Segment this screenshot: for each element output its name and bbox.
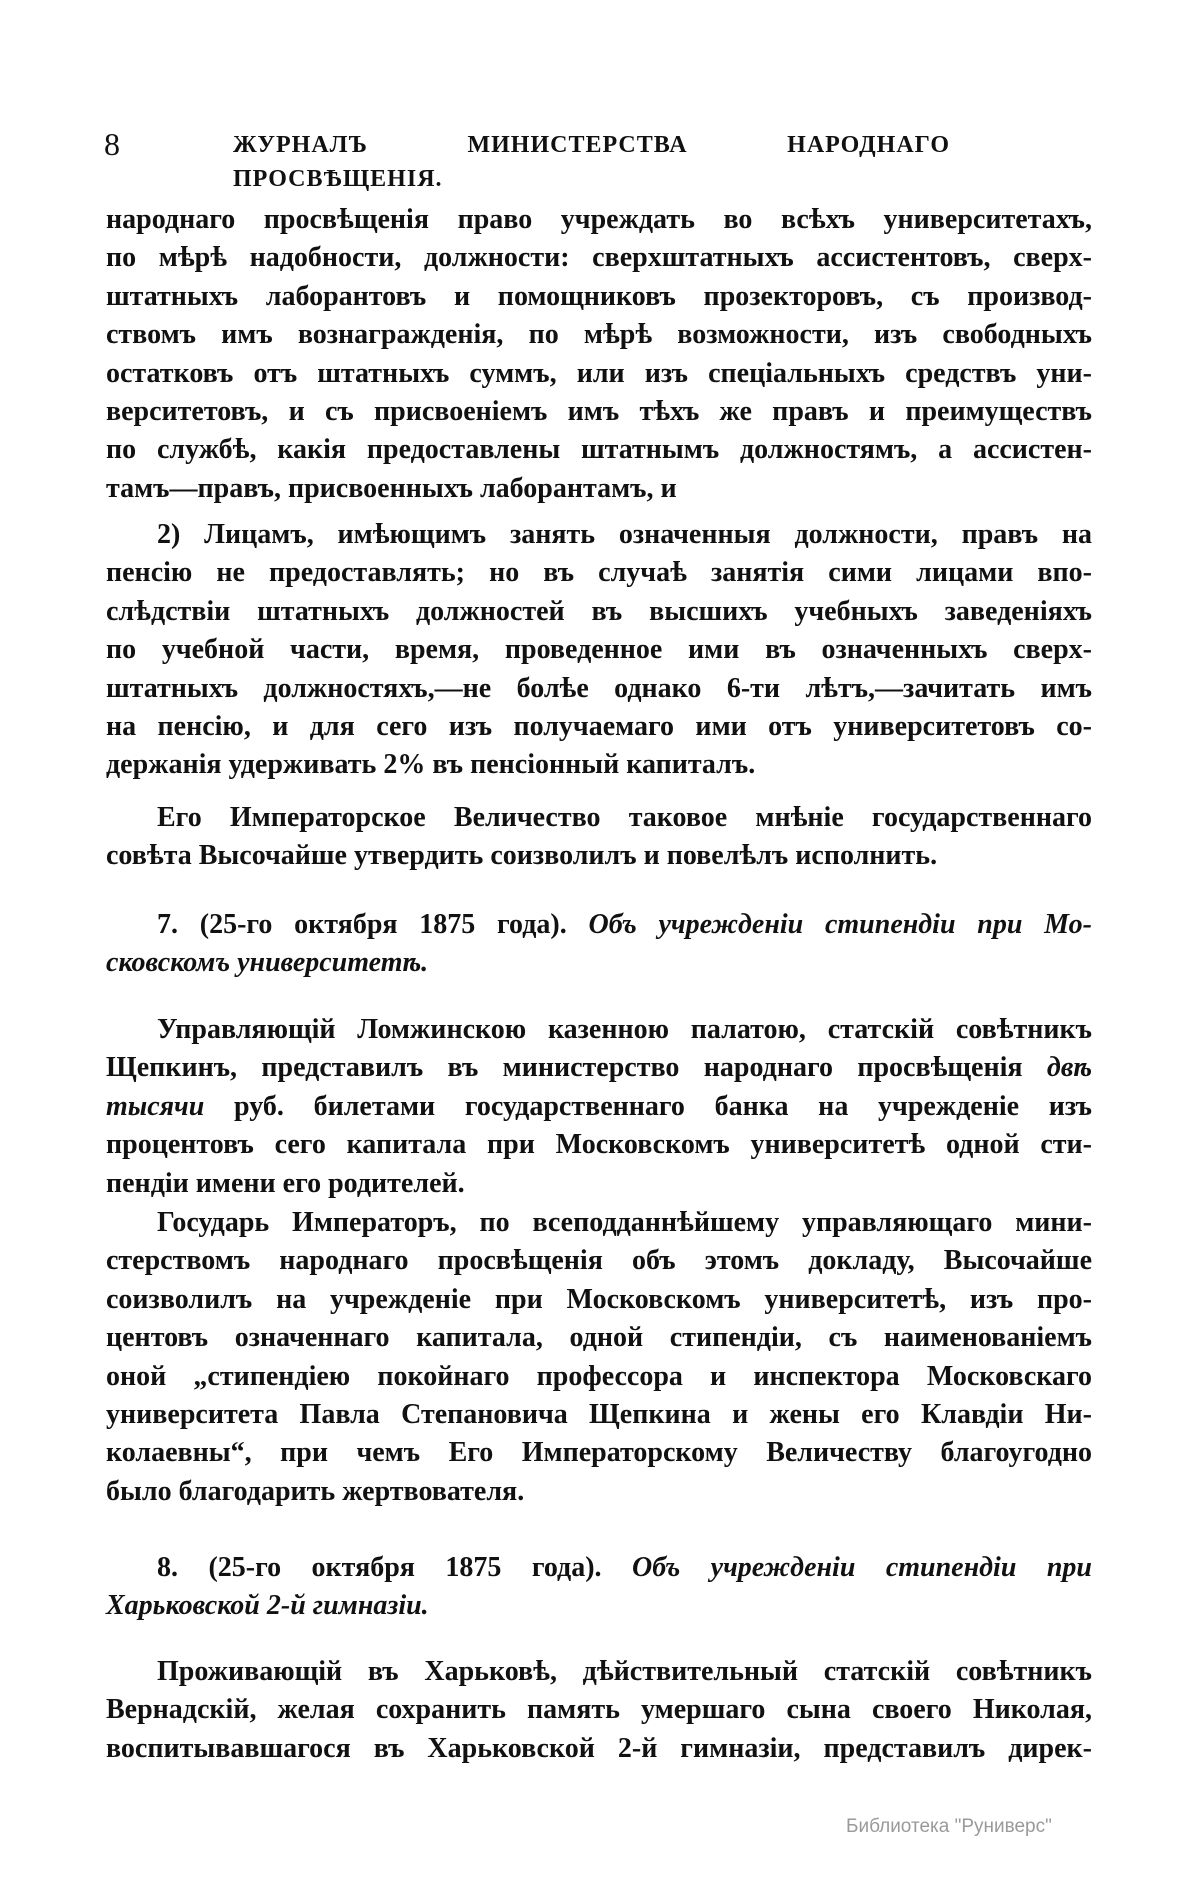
text-line [106, 393, 1092, 431]
text-line [106, 1358, 1092, 1396]
text-line [106, 355, 1092, 393]
text-run: соизволилъ на учрежденіе при Московскомъ университетѣ, изъ про- [106, 1283, 1092, 1315]
text-run: держанія удерживать 2% въ пенсіонный капиталъ. [106, 749, 756, 781]
running-title: ЖУРНАЛЪ МИНИСТЕРСТВА НАРОДНАГО ПРОСВѢЩЕНІЯ. [233, 132, 950, 192]
section-heading [106, 906, 1092, 983]
text-run: штатныхъ лаборантовъ и помощниковъ прозекторовъ, съ производ- [106, 280, 1092, 312]
text-run: Вернадскій, желая сохранить память умершаго сына своего Николая, [106, 1694, 1092, 1726]
paragraph [106, 799, 1092, 876]
text-line [106, 746, 1092, 784]
text-line [106, 1049, 1092, 1087]
text-run: Его Императорское Величество таковое мнѣніе государственнаго [157, 802, 1092, 833]
text-line [106, 278, 1092, 316]
text-run: остатковъ отъ штатныхъ суммъ, или изъ спеціальныхъ средствъ уни- [106, 357, 1092, 389]
italic-text: двѣ [1046, 1052, 1092, 1084]
text-line [106, 631, 1092, 669]
text-line [106, 1587, 1092, 1625]
text-line [106, 1549, 1092, 1587]
text-line [106, 239, 1092, 277]
text-run: народнаго просвѣщенія право учреждать во всѣхъ университетахъ, [106, 204, 1092, 235]
text-line [106, 1730, 1092, 1768]
paragraph [106, 1653, 1092, 1768]
text-line [106, 1126, 1092, 1164]
text-line [106, 670, 1092, 708]
text-run: руб. билетами государственнаго банка на учрежденіе изъ [204, 1090, 1092, 1122]
text-line [106, 470, 1092, 508]
text-line [106, 554, 1092, 592]
text-run: слѣдствіи штатныхъ должностей въ высшихъ учебныхъ заведеніяхъ [106, 595, 1092, 627]
text-run: тамъ—правъ, присвоенныхъ лаборантамъ, и [106, 472, 677, 504]
text-line [106, 431, 1092, 469]
text-line [106, 1242, 1092, 1280]
text-run: Управляющій Ломжинскою казенною палатою, статскій совѣтникъ [157, 1014, 1092, 1045]
text-line [106, 1319, 1092, 1357]
text-line [106, 316, 1092, 354]
text-run: 2) Лицамъ, имѣющимъ занять означенныя должности, правъ на [157, 519, 1092, 550]
paragraph [106, 201, 1092, 508]
text-run: по службѣ, какія предоставлены штатнымъ должностямъ, а ассистен- [106, 434, 1092, 466]
text-line [106, 1396, 1092, 1434]
text-run: штатныхъ должностяхъ,—не болѣе однако 6-ти лѣтъ,—зачитать имъ [106, 672, 1092, 704]
text-run: колаевны“, при чемъ Его Императорскому Величеству благоугодно [106, 1437, 1092, 1469]
text-run: воспитывавшагося въ Харьковской 2-й гимназіи, представилъ дирек- [106, 1732, 1092, 1764]
text-line [106, 201, 1092, 239]
italic-text: Объ учрежденіи стипендіи при Мо- [588, 909, 1092, 940]
text-run: университета Павла Степановича Щепкина и жены его Клавдіи Ни- [106, 1398, 1092, 1430]
text-run: Государь Императоръ, по всеподданнѣйшему управляющаго мини- [157, 1207, 1092, 1238]
text-run: центовъ означеннаго капитала, одной стипендіи, съ наименованіемъ [106, 1322, 1092, 1354]
text-run: оной „стипендіею покойнаго профессора и инспектора Московскаго [106, 1360, 1092, 1392]
text-run: Проживающій въ Харьковѣ, дѣйствительный статскій совѣтникъ [157, 1656, 1092, 1687]
italic-text: сковскомъ университетѣ. [106, 947, 429, 979]
paragraph [106, 1011, 1092, 1203]
italic-text: тысячи [106, 1090, 205, 1122]
text-run: стерствомъ народнаго просвѣщенія объ этомъ докладу, Высочайше [106, 1245, 1092, 1277]
text-run: пендіи имени его родителей. [106, 1167, 465, 1199]
text-line [106, 1653, 1092, 1691]
text-line [106, 1473, 1092, 1511]
italic-text: Харьковской 2-й гимназіи. [106, 1590, 429, 1622]
text-run: 7. (25-го октября 1875 года). [157, 909, 589, 940]
paragraph [106, 1204, 1092, 1511]
paragraph [106, 516, 1092, 785]
italic-text: Объ учрежденіи стипендіи при [631, 1552, 1092, 1583]
text-run: 8. (25-го октября 1875 года). [157, 1552, 632, 1583]
text-line [106, 516, 1092, 554]
library-watermark: Библиотека "Руниверс" [846, 1816, 1052, 1837]
text-line [106, 1088, 1092, 1126]
text-run: процентовъ сего капитала при Московскомъ университетѣ одной сти- [106, 1129, 1092, 1161]
text-line [106, 906, 1092, 944]
text-line [106, 1204, 1092, 1242]
text-run: по мѣрѣ надобности, должности: сверхштатныхъ ассистентовъ, сверх- [106, 242, 1092, 274]
text-line [106, 1434, 1092, 1472]
text-run: по учебной части, время, проведенное ими въ означенныхъ сверх- [106, 634, 1092, 666]
text-line [106, 593, 1092, 631]
text-run: на пенсію, и для сего изъ получаемаго ими отъ университетовъ со- [106, 710, 1092, 742]
text-run: пенсію не предоставлять; но въ случаѣ занятія сими лицами впо- [106, 557, 1092, 589]
text-line [106, 837, 1092, 875]
text-line [106, 708, 1092, 746]
text-run: верситетовъ, и съ присвоеніемъ имъ тѣхъ же правъ и преимуществъ [106, 395, 1092, 427]
text-line [106, 944, 1092, 982]
text-line [106, 1165, 1092, 1203]
section-heading [106, 1549, 1092, 1626]
text-line [106, 799, 1092, 837]
page-number: 8 [104, 126, 120, 162]
text-run: Щепкинъ, представилъ въ министерство народнаго просвѣщенія [106, 1052, 1047, 1084]
text-line [106, 1011, 1092, 1049]
text-run: было благодарить жертвователя. [106, 1475, 525, 1507]
text-line [106, 1691, 1092, 1729]
text-run: совѣта Высочайше утвердить соизволилъ и повелѣлъ исполнить. [106, 840, 938, 872]
text-run: ствомъ имъ вознагражденія, по мѣрѣ возможности, изъ свободныхъ [106, 319, 1092, 351]
text-line [106, 1281, 1092, 1319]
